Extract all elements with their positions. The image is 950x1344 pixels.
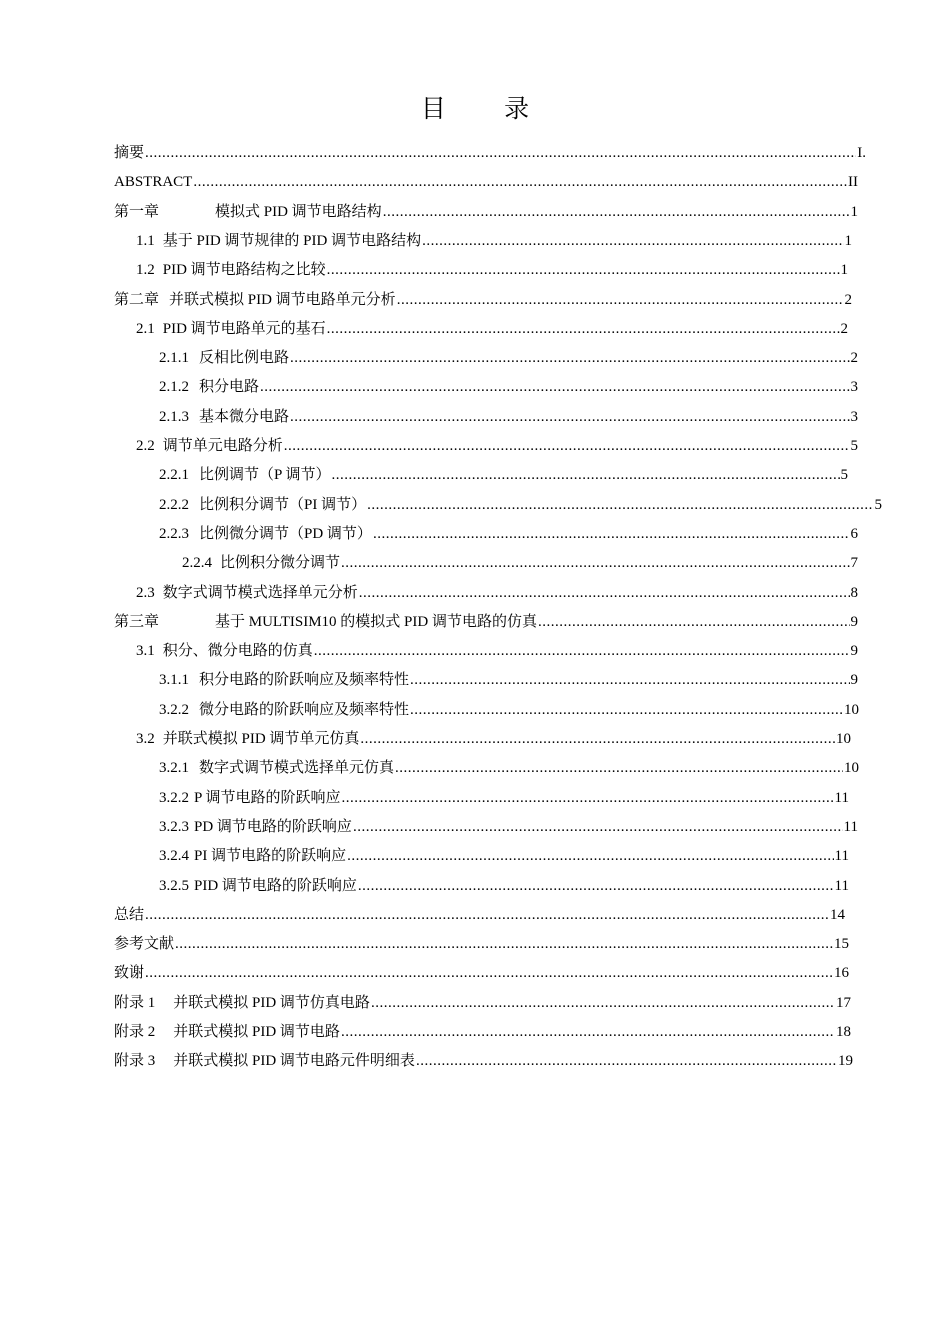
toc-entry[interactable]: [114, 1020, 851, 1044]
toc-entry-number: 2.3: [136, 585, 155, 601]
toc-entry[interactable]: [159, 346, 858, 370]
toc-entry-title: 比例微分调节（PD 调节）: [199, 526, 372, 542]
dot-leader: [145, 141, 856, 165]
toc-entry-page: I.: [857, 145, 866, 161]
dot-leader: [367, 493, 873, 517]
toc-entry[interactable]: [136, 581, 858, 605]
toc-entry-page: 9: [850, 643, 858, 659]
toc-entry-number: 3.2.1: [159, 760, 189, 776]
toc-entry-title: 数字式调节模式选择单元分析: [162, 585, 358, 601]
toc-entry-title: PID 调节电路的阶跃响应: [194, 878, 357, 894]
toc-entry-title: 并联式模拟 PID 调节电路单元分析: [169, 292, 396, 308]
toc-entry-title: PID 调节电路结构之比较: [162, 262, 326, 278]
dot-leader: [327, 258, 840, 282]
toc-entry[interactable]: [114, 288, 852, 312]
toc-entry[interactable]: [159, 756, 859, 780]
dot-leader: [410, 698, 843, 722]
toc-entry-title: 总结: [114, 907, 145, 923]
toc-entry-number: 1.1: [136, 233, 155, 249]
toc-entry[interactable]: [159, 874, 849, 898]
toc-entry-page: 11: [834, 790, 849, 806]
toc-entry[interactable]: [114, 610, 858, 634]
dot-leader: [290, 346, 849, 370]
dot-leader: [347, 844, 833, 868]
dot-leader: [175, 932, 833, 956]
dot-leader: [314, 639, 850, 663]
toc-entry-number: 2.2.4: [182, 555, 212, 571]
toc-entry-title: PD 调节电路的阶跃响应: [194, 819, 352, 835]
toc-entry-page: 7: [850, 555, 858, 571]
toc-entry[interactable]: [114, 961, 849, 985]
toc-entry-title: 并联式模拟 PID 调节电路: [173, 1024, 340, 1040]
toc-entry-number: 3.1: [136, 643, 155, 659]
dot-leader: [410, 668, 849, 692]
toc-entry-page: 3: [850, 379, 858, 395]
dot-leader: [353, 815, 843, 839]
toc-entry-number: 2.2.1: [159, 467, 189, 483]
toc-entry-title: 调节单元电路分析: [162, 438, 283, 454]
toc-entry-number: 第三章: [114, 614, 160, 630]
toc-entry-page: 10: [836, 731, 851, 747]
toc-entry-page: 1: [844, 233, 852, 249]
toc-entry[interactable]: [159, 522, 858, 546]
toc-entry[interactable]: [114, 200, 858, 224]
toc-entry[interactable]: [136, 258, 848, 282]
toc-entry-page: 16: [834, 965, 849, 981]
toc-title: 目 录: [420, 96, 556, 123]
toc-entry-number: 2.2: [136, 438, 155, 454]
toc-entry-page: 19: [838, 1053, 853, 1069]
toc-entry-number: 第一章: [114, 204, 160, 220]
toc-entry-page: 9: [850, 614, 858, 630]
toc-entry-page: 5: [850, 438, 858, 454]
toc-entry[interactable]: [159, 405, 858, 429]
dot-leader: [416, 1049, 837, 1073]
toc-entry-page: 14: [830, 907, 845, 923]
dot-leader: [332, 463, 840, 487]
toc-entry-page: 2: [840, 321, 848, 337]
toc-entry-number: 3.2.2: [159, 702, 189, 718]
toc-entry-number: 3.2.3: [159, 819, 189, 835]
toc-entry-number: 附录 3: [114, 1053, 156, 1069]
toc-entry-title: 并联式模拟 PID 调节单元仿真: [162, 731, 360, 747]
toc-entry-page: 2: [850, 350, 858, 366]
toc-entry-title: 积分电路: [199, 379, 260, 395]
toc-entry-title: PI 调节电路的阶跃响应: [194, 848, 347, 864]
toc-entry[interactable]: [159, 698, 859, 722]
toc-entry-number: 附录 1: [114, 995, 156, 1011]
dot-leader: [360, 727, 835, 751]
dot-leader: [284, 434, 850, 458]
dot-leader: [341, 551, 849, 575]
toc-entry-number: 3.2.5: [159, 878, 189, 894]
toc-entry-title: 比例积分调节（PI 调节）: [199, 497, 367, 513]
toc-entry[interactable]: [136, 317, 848, 341]
toc-entry[interactable]: [159, 786, 849, 810]
toc-entry[interactable]: [159, 493, 882, 517]
toc-entry-number: 3.2.4: [159, 848, 189, 864]
toc-entry-number: 2.2.3: [159, 526, 189, 542]
dot-leader: [342, 786, 834, 810]
toc-entry-number: 2.2.2: [159, 497, 189, 513]
dot-leader: [145, 961, 833, 985]
toc-entry[interactable]: [182, 551, 858, 575]
toc-entry-number: 2.1.2: [159, 379, 189, 395]
toc-entry-number: 2.1: [136, 321, 155, 337]
toc-entry[interactable]: [136, 434, 858, 458]
toc-entry-title: 摘要: [114, 145, 145, 161]
toc-entry-page: 10: [844, 702, 859, 718]
toc-entry-title: 并联式模拟 PID 调节仿真电路: [173, 995, 370, 1011]
toc-entry-title: 微分电路的阶跃响应及频率特性: [199, 702, 410, 718]
dot-leader: [341, 1020, 835, 1044]
toc-entry-page: 2: [844, 292, 852, 308]
toc-entry-title: 基于 PID 调节规律的 PID 调节电路结构: [162, 233, 422, 249]
toc-entry-page: 9: [850, 672, 858, 688]
toc-entry-number: 1.2: [136, 262, 155, 278]
toc-entry[interactable]: [114, 141, 866, 165]
toc-entry[interactable]: [114, 170, 858, 194]
toc-entry-page: 18: [836, 1024, 851, 1040]
dot-leader: [290, 405, 849, 429]
toc-entry[interactable]: [136, 229, 852, 253]
toc-entry-title: 并联式模拟 PID 调节电路元件明细表: [173, 1053, 415, 1069]
dot-leader: [358, 874, 834, 898]
dot-leader: [193, 170, 847, 194]
toc-entry-title: PID 调节电路单元的基石: [162, 321, 326, 337]
toc-entry-title: 参考文献: [114, 936, 175, 952]
toc-entry-title: 比例调节（P 调节）: [199, 467, 331, 483]
dot-leader: [145, 903, 829, 927]
toc-entry-number: 附录 2: [114, 1024, 156, 1040]
toc-entry-page: 8: [850, 585, 858, 601]
toc-entry-page: 5: [874, 497, 882, 513]
toc-entry-number: 2.1.3: [159, 409, 189, 425]
toc-entry-title: 基本微分电路: [199, 409, 290, 425]
toc-entry-number: 3.2.2: [159, 790, 189, 806]
toc-entry-title: 数字式调节模式选择单元仿真: [199, 760, 395, 776]
toc-entry-number: 3.1.1: [159, 672, 189, 688]
toc-entry-page: 15: [834, 936, 849, 952]
toc-entry-number: 第二章: [114, 292, 160, 308]
dot-leader: [359, 581, 850, 605]
toc-entry[interactable]: [114, 932, 849, 956]
toc-entry-title: 积分电路的阶跃响应及频率特性: [199, 672, 410, 688]
toc-entry-page: 11: [834, 878, 849, 894]
toc-entry-page: 5: [840, 467, 848, 483]
toc-entry-page: 11: [843, 819, 858, 835]
toc-entry-page: 1: [840, 262, 848, 278]
toc-entry-title: 比例积分微分调节: [220, 555, 341, 571]
dot-leader: [373, 522, 850, 546]
toc-entry[interactable]: [159, 668, 858, 692]
toc-entry-title: 积分、微分电路的仿真: [162, 643, 313, 659]
toc-entry-number: 2.1.1: [159, 350, 189, 366]
dot-leader: [538, 610, 850, 634]
toc-entry[interactable]: [159, 375, 858, 399]
dot-leader: [383, 200, 850, 224]
toc-entry-title: 基于 MULTISIM10 的模拟式 PID 调节电路的仿真: [215, 614, 537, 630]
toc-entry-page: 6: [850, 526, 858, 542]
dot-leader: [260, 375, 849, 399]
dot-leader: [371, 991, 835, 1015]
toc-entry[interactable]: [136, 639, 858, 663]
toc-entry[interactable]: [114, 991, 851, 1015]
toc-entry-page: 10: [844, 760, 859, 776]
toc-entry-title: 反相比例电路: [199, 350, 290, 366]
toc-entry-title: 致谢: [114, 965, 145, 981]
dot-leader: [397, 288, 844, 312]
toc-entry[interactable]: [159, 844, 849, 868]
toc-entry[interactable]: [136, 727, 851, 751]
toc-entry-page: 1: [850, 204, 858, 220]
toc-entry-page: II: [848, 174, 858, 190]
toc-entry[interactable]: [114, 1049, 853, 1073]
toc-entry-title: P 调节电路的阶跃响应: [194, 790, 341, 806]
toc-entry[interactable]: [114, 903, 845, 927]
dot-leader: [327, 317, 840, 341]
toc-entry-title: ABSTRACT: [114, 174, 193, 190]
dot-leader: [395, 756, 843, 780]
toc-entry-page: 17: [836, 995, 851, 1011]
toc-entry-number: 3.2: [136, 731, 155, 747]
toc-entry-page: 11: [834, 848, 849, 864]
toc-entry-title: 模拟式 PID 调节电路结构: [215, 204, 382, 220]
toc-entry[interactable]: [159, 815, 858, 839]
dot-leader: [422, 229, 843, 253]
toc-entry[interactable]: [159, 463, 848, 487]
toc-entry-page: 3: [850, 409, 858, 425]
